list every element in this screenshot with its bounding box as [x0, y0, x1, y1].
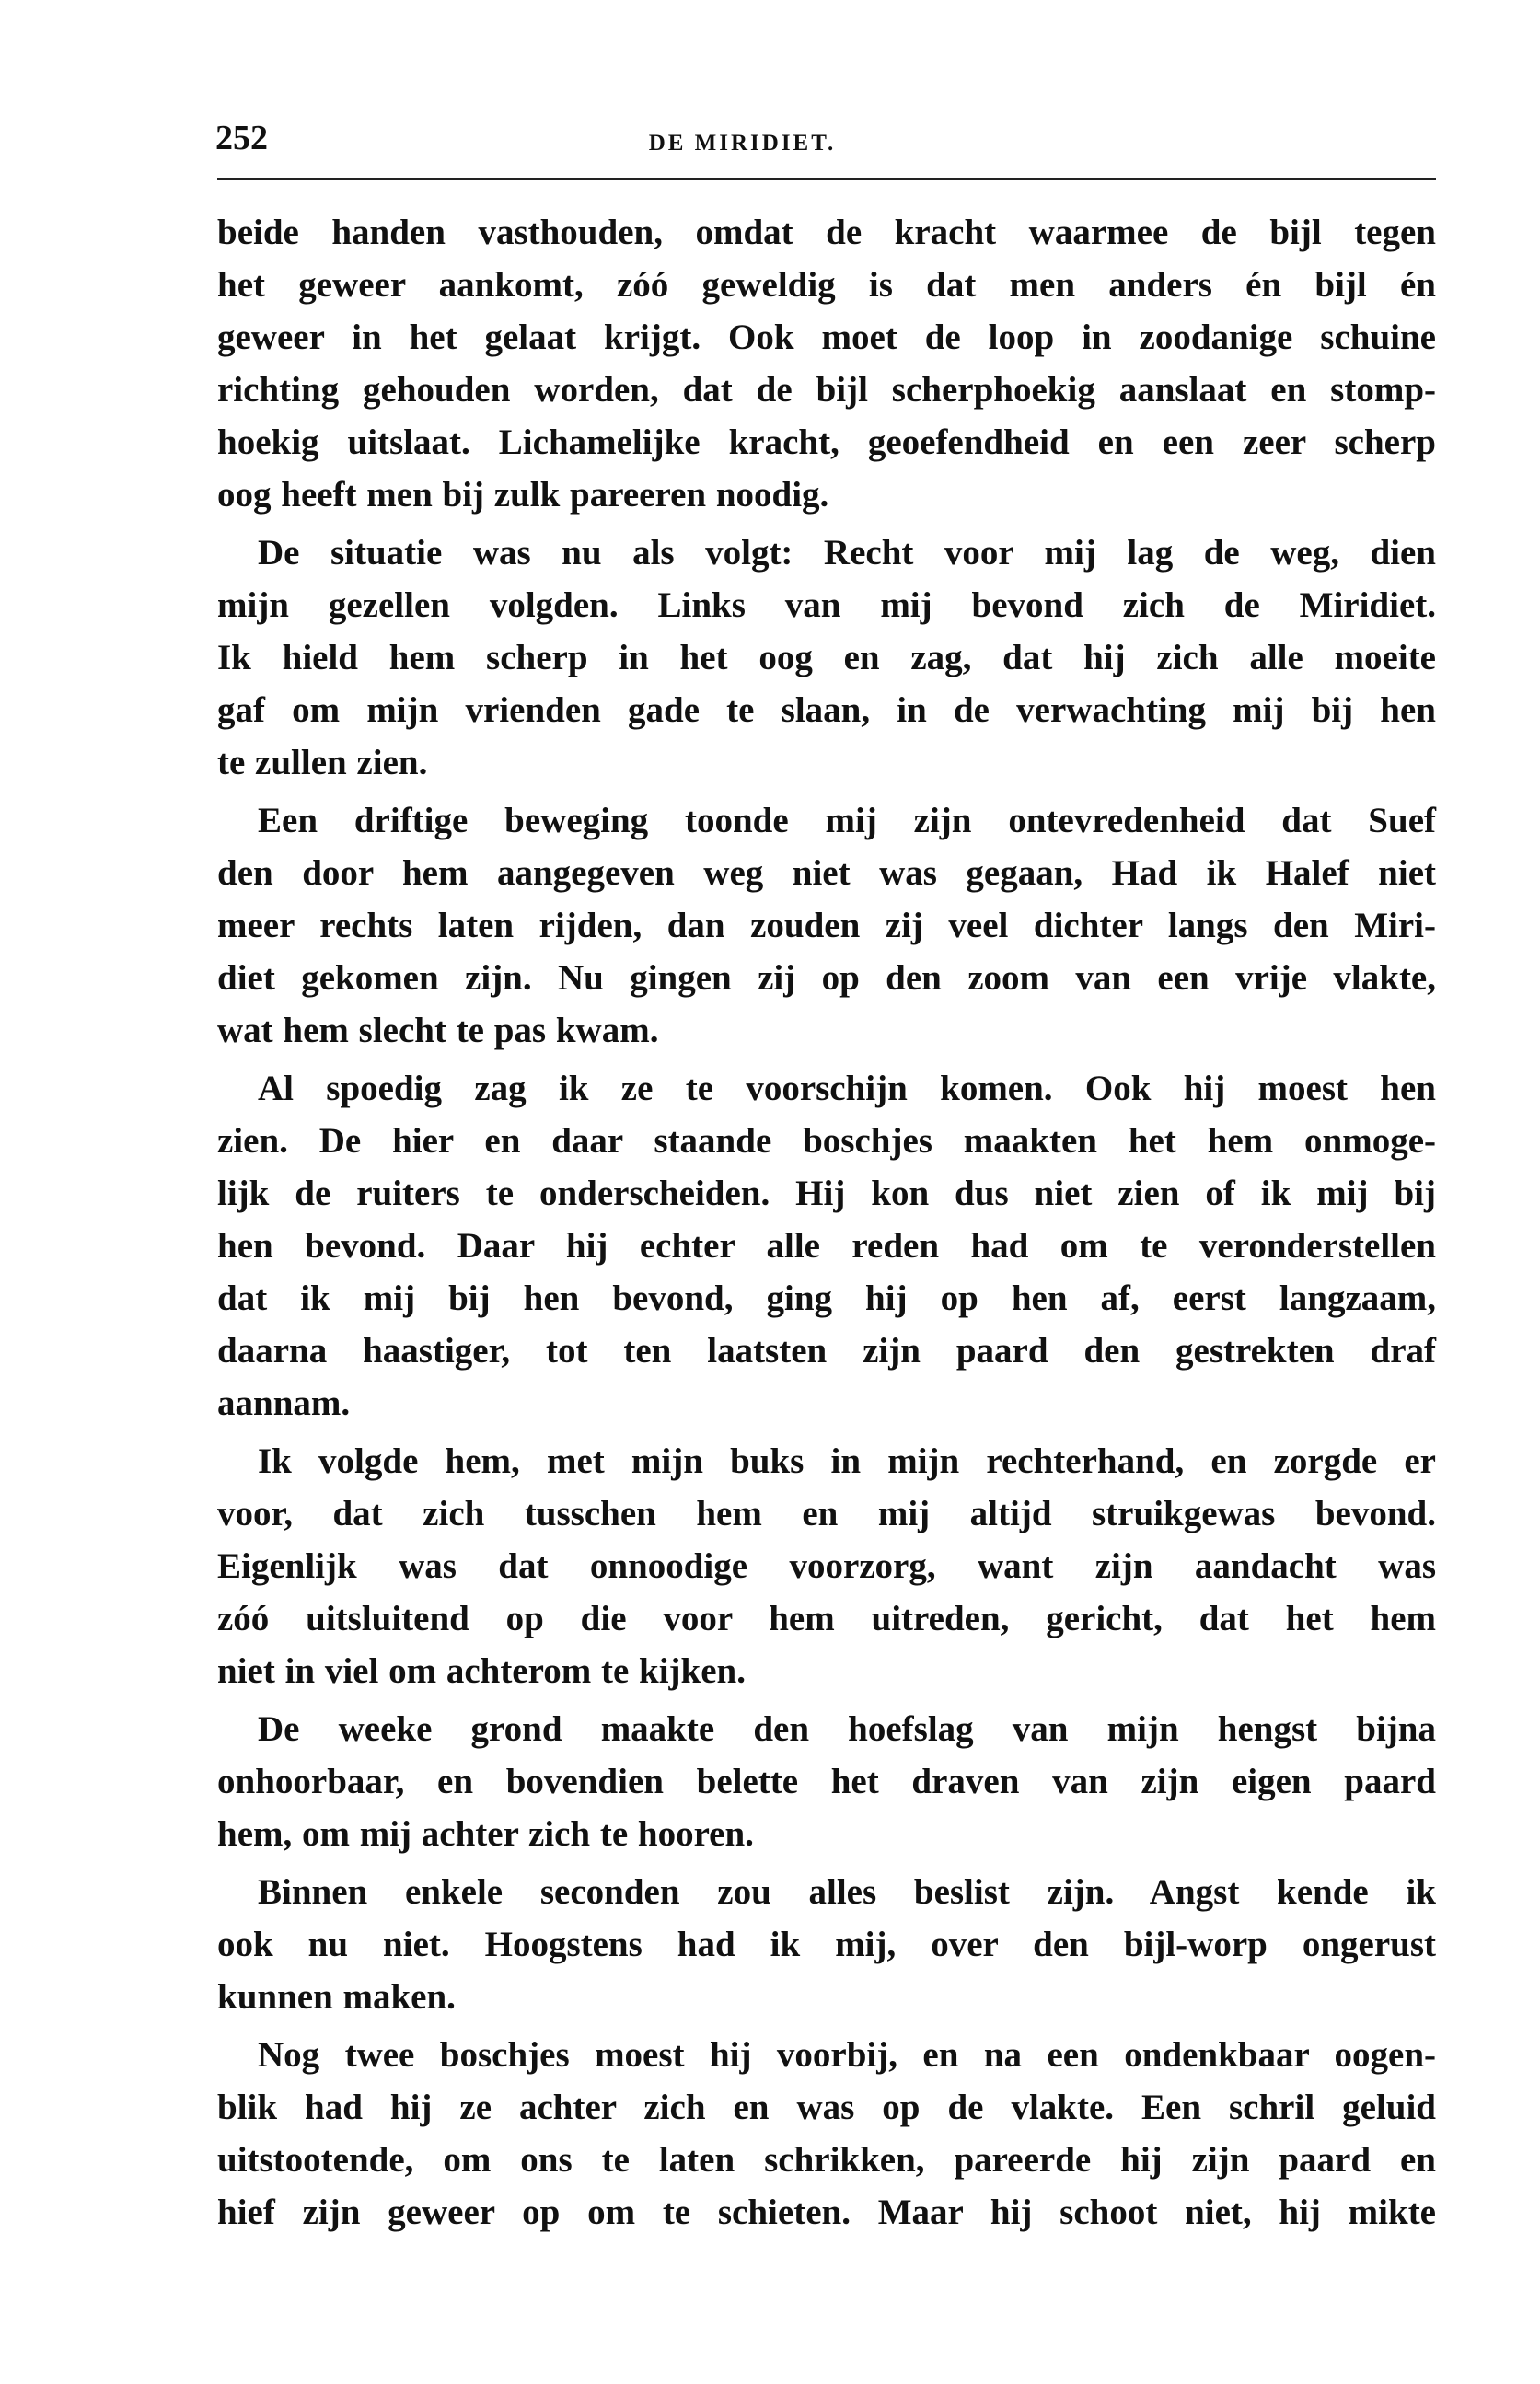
text-line: diet gekomen zijn. Nu gingen zij op den zoom van een vrije vlakte, [217, 958, 1436, 998]
text-line: geweer in het gelaat krijgt. Ook moet de loop in zoodanige schuine [217, 318, 1436, 357]
text-line: hen bevond. Daar hij echter alle reden had om te veronderstellen [217, 1226, 1436, 1266]
text-line: onhoorbaar, en bovendien belette het draven van zijn eigen paard [217, 1762, 1436, 1801]
text-line: De weeke grond maakte den hoefslag van mijn hengst bijna [258, 1709, 1436, 1749]
text-line: Al spoedig zag ik ze te voorschijn komen. Ook hij moest hen [258, 1069, 1436, 1108]
paragraph [217, 1703, 1436, 1860]
text-line: dat ik mij bij hen bevond, ging hij op hen af, eerst langzaam, [217, 1279, 1436, 1318]
paragraph [217, 206, 1436, 521]
text-line: Binnen enkele seconden zou alles beslist zijn. Angst kende ik [258, 1872, 1436, 1912]
text-line: lijk de ruiters te onderscheiden. Hij kon dus niet zien of ik mij bij [217, 1174, 1436, 1213]
text-line: meer rechts laten rijden, dan zouden zij veel dichter langs den Miri- [217, 906, 1436, 945]
text-line: zóó uitsluitend op die voor hem uitreden, gericht, dat het hem [217, 1599, 1436, 1638]
text-line: Een driftige beweging toonde mij zijn ontevredenheid dat Suef [258, 801, 1436, 840]
paragraph [217, 794, 1436, 1057]
text-line: mijn gezellen volgden. Links van mij bevond zich de Miridiet. [217, 585, 1436, 625]
text-line: Ik hield hem scherp in het oog en zag, dat hij zich alle moeite [217, 638, 1436, 677]
paragraph [217, 2029, 1436, 2239]
text-line: Ik volgde hem, met mijn buks in mijn rechterhand, en zorgde er [258, 1441, 1436, 1481]
text-line: voor, dat zich tusschen hem en mij altijd struikgewas bevond. [217, 1494, 1436, 1533]
paragraph [217, 527, 1436, 789]
running-head-text: DE MIRIDIET. [648, 131, 837, 156]
text-line: aannam. [217, 1383, 351, 1423]
text-line: zien. De hier en daar staande boschjes maakten het hem onmoge- [217, 1121, 1436, 1161]
text-line: beide handen vasthouden, omdat de kracht waarmee de bijl tegen [217, 213, 1436, 252]
text-line: Nog twee boschjes moest hij voorbij, en na een ondenkbaar oogen- [258, 2035, 1436, 2075]
text-line: richting gehouden worden, dat de bijl scherphoekig aanslaat en stomp- [217, 370, 1436, 410]
text-line: uitstootende, om ons te laten schrikken, pareerde hij zijn paard en [217, 2140, 1436, 2180]
text-line: gaf om mijn vrienden gade te slaan, in de verwachting mij bij hen [217, 690, 1436, 730]
text-line: het geweer aankomt, zóó geweldig is dat men anders én bijl én [217, 265, 1436, 305]
text-line: hoekig uitslaat. Lichamelijke kracht, geoefendheid en een zeer scherp [217, 422, 1436, 462]
text-line: ook nu niet. Hoogstens had ik mij, over den bijl-worp ongerust [217, 1925, 1436, 1964]
text-line: De situatie was nu als volgt: Recht voor mij lag de weg, dien [258, 533, 1436, 573]
paragraph [217, 1435, 1436, 1697]
text-line: te zullen zien. [217, 743, 428, 782]
text-line: oog heeft men bij zulk pareeren noodig. [217, 475, 829, 515]
paragraph [217, 1062, 1436, 1429]
text-line: blik had hij ze achter zich en was op de vlakte. Een schril geluid [217, 2088, 1436, 2127]
text-line: hief zijn geweer op om te schieten. Maar hij schoot niet, hij mikte [217, 2193, 1436, 2232]
text-line: kunnen maken. [217, 1977, 456, 2017]
running-head [0, 131, 1540, 156]
body-text [217, 206, 1436, 2244]
text-line: niet in viel om achterom te kijken. [217, 1651, 746, 1691]
text-line: daarna haastiger, tot ten laatsten zijn paard den gestrekten draf [217, 1331, 1436, 1371]
header-rule [217, 178, 1436, 180]
page-number: 252 [215, 119, 268, 157]
text-line: hem, om mij achter zich te hooren. [217, 1814, 754, 1854]
text-line: den door hem aangegeven weg niet was gegaan, Had ik Halef niet [217, 853, 1436, 893]
text-line: wat hem slecht te pas kwam. [217, 1011, 659, 1050]
text-line: Eigenlijk was dat onnoodige voorzorg, want zijn aandacht was [217, 1546, 1436, 1586]
paragraph [217, 1866, 1436, 2023]
